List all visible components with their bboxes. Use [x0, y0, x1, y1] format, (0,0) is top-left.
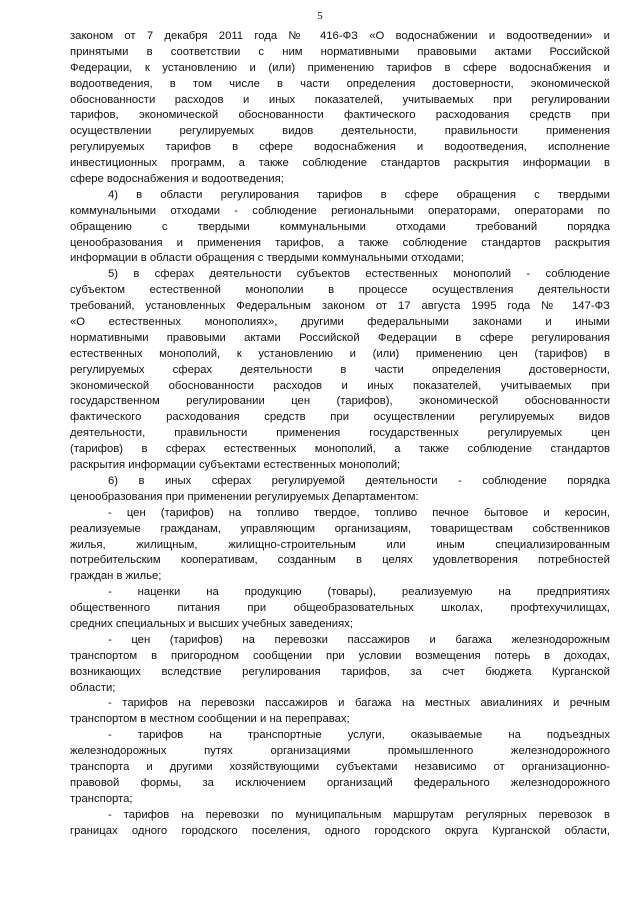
text-line: государственном регулировании цен (тарифов), экономической обоснованности	[70, 395, 610, 408]
text-line: средних специальных и высших учебных заведениях;	[70, 617, 354, 630]
text-line: экономической обоснованности расходов и иных показателей, учитываемых при	[70, 379, 610, 392]
text-line: общественного питания при общеобразовательных школах, профтехучилищах,	[70, 602, 610, 615]
text-line: потребительским кооперативам, созданным в целях удовлетворения потребностей	[70, 554, 610, 567]
text-line: транспортом в пригородном сообщении при условии возмещения потерь в доходах,	[70, 649, 610, 662]
text-line: 4) в области регулирования тарифов в сфере обращения с твердыми	[108, 188, 610, 201]
document-body	[70, 29, 610, 839]
text-line: транспорта и другими хозяйствующими субъектами независимо от организационно-	[70, 760, 610, 773]
text-line: «О естественных монополиях», другими федеральными законами и иными	[70, 316, 610, 329]
text-line: фактического расходования средств при осуществлении регулируемых видов	[70, 411, 610, 424]
text-line: транспортом в местном сообщении и на переправах;	[70, 713, 350, 726]
text-line: коммунальными отходами - соблюдение региональными операторами, операторами по	[70, 204, 610, 217]
text-line: 5) в сферах деятельности субъектов естественных монополий - соблюдение	[108, 268, 610, 281]
text-line: Федерации, к установлению и (или) применению тарифов в сфере водоснабжения и	[70, 61, 610, 74]
text-line: раскрытия информации субъектами естественных монополий;	[70, 459, 401, 472]
text-line: - цен (тарифов) на перевозки пассажиров и багажа железнодорожным	[108, 633, 610, 646]
text-line: возникающих вследствие регулирования тарифов, за счет бюджета Курганской	[70, 665, 610, 678]
text-line: субъектом естественной монополии в процессе осуществления деятельности	[70, 284, 610, 297]
text-line: ценообразования и применения тарифов, а также соблюдение стандартов раскрытия	[70, 236, 610, 249]
text-line: жилья, жилищным, жилищно-строительным или иным специализированным	[70, 538, 610, 551]
text-line: инвестиционных программ, а также соблюдение стандартов раскрытия информации в	[70, 157, 610, 170]
text-line: - цен (тарифов) на топливо твердое, топливо печное бытовое и керосин,	[108, 506, 610, 519]
text-line: железнодорожных путях организациями промышленного железнодорожного	[70, 745, 610, 758]
text-line: требований, установленных Федеральным законом от 17 августа 1995 года № 147-ФЗ	[70, 300, 610, 313]
text-line: законом от 7 декабря 2011 года № 416-ФЗ «О водоснабжении и водоотведении» и	[70, 30, 610, 42]
text-line: границах одного городского поселения, одного городского округа Курганской области,	[70, 824, 610, 837]
text-line: области;	[70, 681, 116, 694]
text-line: 6) в иных сферах регулируемой деятельности - соблюдение порядка	[108, 474, 610, 487]
text-line: водоотведения, в том числе в части определения достоверности, экономической	[70, 77, 610, 90]
text-line: правовой формы, за исключением организаций федерального железнодорожного	[70, 776, 610, 789]
text-line: регулируемых сферах деятельности в части определения достоверности,	[70, 363, 610, 376]
text-line: граждан в жилье;	[70, 570, 162, 583]
text-line: - наценки на продукцию (товары), реализуемую на предприятиях	[108, 586, 610, 599]
text-line: (тарифов) в сферах естественных монополий, а также соблюдение стандартов	[70, 443, 610, 456]
text-line: - тарифов на транспортные услуги, оказываемые на подъездных	[108, 729, 610, 742]
text-line: - тарифов на перевозки по муниципальным маршрутам регулярных перевозок в	[108, 808, 610, 821]
text-line: деятельности, правильности применения государственных регулируемых цен	[70, 427, 610, 440]
text-line: ценообразования при применении регулируемых Департаментом:	[70, 490, 419, 503]
text-line: обращению с твердыми коммунальными отходами требований порядка	[70, 220, 610, 233]
text-line: сфере водоснабжения и водоотведения;	[70, 173, 284, 186]
text-line: обоснованности расходов и иных показателей, учитываемых при регулировании	[70, 93, 610, 106]
text-line: тарифов, экономической обоснованности фактического расходования средств при	[70, 109, 610, 122]
text-line: транспорта;	[70, 792, 133, 805]
text-line: регулируемых тарифов в сфере водоснабжения и водоотведения, исполнение	[70, 141, 610, 154]
text-line: естественных монополий, к установлению и (или) применению цен (тарифов) в	[70, 347, 610, 360]
text-line: принятыми в соответствии с ним нормативными правовыми актами Российской	[70, 45, 610, 58]
text-line: осуществлении регулируемых видов деятельности, правильности применения	[70, 125, 610, 138]
text-line: - тарифов на перевозки пассажиров и багажа на местных авиалиниях и речным	[108, 697, 610, 710]
text-line: информации в области обращения с твердыми коммунальными отходами;	[70, 252, 464, 265]
text-line: нормативными правовыми актами Российской Федерации в сфере регулирования	[70, 331, 610, 344]
text-line: реализуемые гражданам, управляющим организациям, товариществам собственников	[70, 522, 610, 535]
page-number: 5	[317, 10, 323, 22]
